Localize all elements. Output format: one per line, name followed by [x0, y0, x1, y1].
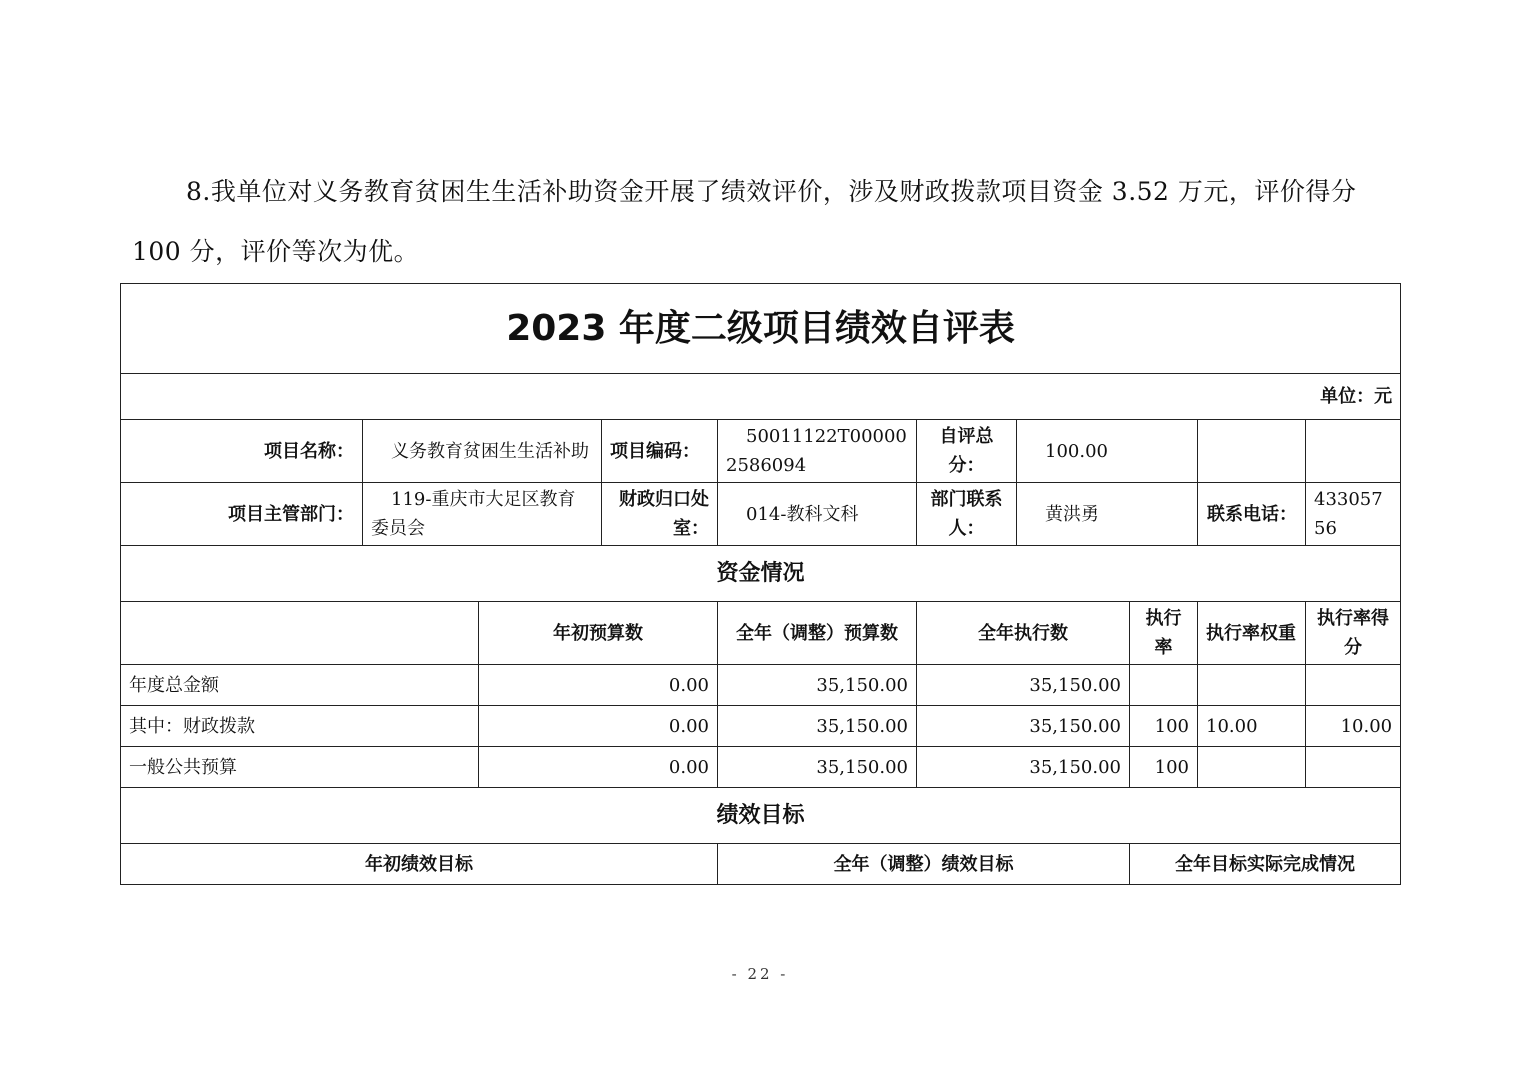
project-name-label: 项目名称： [121, 420, 363, 483]
performance-self-evaluation-table [120, 283, 1401, 885]
self-score-label: 自评总分： [917, 420, 1017, 483]
finance-office-value: 014-教科文科 [718, 483, 917, 546]
funds-header-blank [121, 602, 479, 665]
goals-header-adjusted: 全年（调整）绩效目标 [718, 844, 1130, 885]
intro-paragraph: 8.我单位对义务教育贫困生生活补助资金开展了绩效评价，涉及财政拨款项目资金 3.52 万元，评价得分 100 分，评价等次为优。 [132, 177, 1357, 266]
unit-label: 单位：元 [121, 374, 1401, 420]
project-code-value: 50011122T000002586094 [718, 420, 917, 483]
rate-score-cell [1306, 665, 1401, 706]
adjusted-budget-cell: 35,150.00 [718, 665, 917, 706]
rate-weight-cell [1198, 665, 1306, 706]
row-label: 其中：财政拨款 [121, 706, 479, 747]
page-number: - 22 - [731, 965, 789, 983]
phone-value: 43305756 [1306, 483, 1401, 546]
initial-budget-cell: 0.00 [479, 747, 718, 788]
rate-weight-cell [1198, 747, 1306, 788]
project-name-value: 义务教育贫困生生活补助 [363, 420, 602, 483]
rate-score-cell: 10.00 [1306, 706, 1401, 747]
funds-header-rate-score: 执行率得分 [1306, 602, 1401, 665]
exec-rate-cell: 100 [1130, 747, 1198, 788]
rate-score-cell [1306, 747, 1401, 788]
executed-cell: 35,150.00 [917, 706, 1130, 747]
finance-office-label: 财政归口处室： [602, 483, 718, 546]
project-code-label: 项目编码： [602, 420, 718, 483]
empty-cell [1198, 420, 1306, 483]
phone-label: 联系电话： [1198, 483, 1306, 546]
initial-budget-cell: 0.00 [479, 706, 718, 747]
adjusted-budget-cell: 35,150.00 [718, 747, 917, 788]
goals-section-title: 绩效目标 [121, 788, 1401, 844]
exec-rate-cell [1130, 665, 1198, 706]
contact-value: 黄洪勇 [1017, 483, 1198, 546]
self-score-value: 100.00 [1017, 420, 1198, 483]
row-label: 年度总金额 [121, 665, 479, 706]
contact-label: 部门联系人： [917, 483, 1017, 546]
table-row [121, 747, 1401, 788]
table-row [121, 665, 1401, 706]
table-row [121, 706, 1401, 747]
funds-header-initial-budget: 年初预算数 [479, 602, 718, 665]
dept-value: 119-重庆市大足区教育委员会 [363, 483, 602, 546]
initial-budget-cell: 0.00 [479, 665, 718, 706]
dept-label: 项目主管部门： [121, 483, 363, 546]
funds-header-rate-weight: 执行率权重 [1198, 602, 1306, 665]
goals-header-initial: 年初绩效目标 [121, 844, 718, 885]
row-label: 一般公共预算 [121, 747, 479, 788]
empty-cell [1306, 420, 1401, 483]
goals-header-actual: 全年目标实际完成情况 [1130, 844, 1401, 885]
executed-cell: 35,150.00 [917, 665, 1130, 706]
executed-cell: 35,150.00 [917, 747, 1130, 788]
funds-section-title: 资金情况 [121, 546, 1401, 602]
funds-header-executed: 全年执行数 [917, 602, 1130, 665]
funds-header-adjusted-budget: 全年（调整）预算数 [718, 602, 917, 665]
table-title: 2023 年度二级项目绩效自评表 [121, 284, 1401, 374]
rate-weight-cell: 10.00 [1198, 706, 1306, 747]
adjusted-budget-cell: 35,150.00 [718, 706, 917, 747]
exec-rate-cell: 100 [1130, 706, 1198, 747]
funds-header-exec-rate: 执行率 [1130, 602, 1198, 665]
